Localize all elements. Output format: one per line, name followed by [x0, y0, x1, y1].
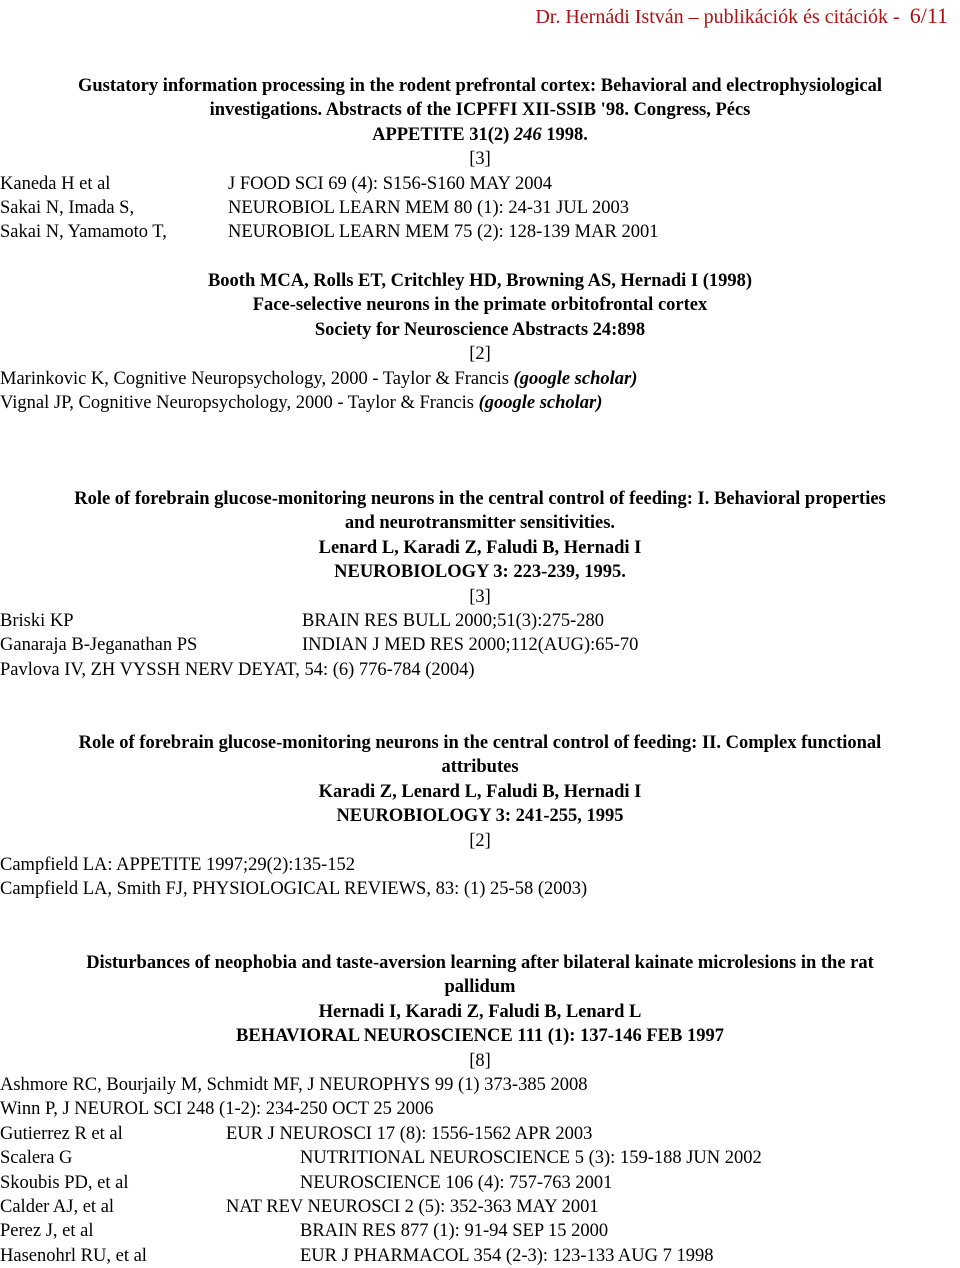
citation-row — [0, 658, 960, 682]
citation-row — [0, 391, 960, 415]
citation-text: Ashmore RC, Bourjaily M, Schmidt MF, J NEUROPHYS 99 (1) 373-385 2008 — [0, 1075, 588, 1096]
citation-journal: EUR J NEUROSCI 17 (8): 1556-1562 APR 2003 — [226, 1123, 593, 1144]
citation-journal: NEUROBIOL LEARN MEM 80 (1): 24-31 JUL 2003 — [228, 198, 629, 219]
citation-author: Sakai N, Imada S, — [0, 198, 135, 219]
citation-row — [0, 853, 960, 877]
citation-row — [0, 1219, 960, 1243]
publication-title: Face-selective neurons in the primate orbitofrontal cortex — [252, 295, 708, 316]
source-page-italic: 246 — [513, 124, 542, 145]
citation-author: Hasenohrl RU, et al — [0, 1245, 147, 1266]
citation-author: Ganaraja B-Jeganathan PS — [0, 635, 198, 656]
google-scholar-tag: (google scholar) — [478, 393, 603, 414]
citation-count: [3] — [469, 149, 491, 170]
citation-row — [0, 1097, 960, 1121]
publication-neophobia — [0, 951, 960, 1268]
citation-row — [0, 367, 960, 391]
publication-title-line: and neurotransmitter sensitivities. — [344, 513, 616, 534]
citation-author: Gutierrez R et al — [0, 1123, 123, 1144]
citation-author: Skoubis PD, et al — [0, 1172, 129, 1193]
publication-gustatory — [0, 74, 960, 245]
citation-author: Perez J, et al — [0, 1221, 94, 1242]
citation-row — [0, 1073, 960, 1097]
publication-title-line: Role of forebrain glucose-monitoring neurons in the central control of feeding: I. Behavioral properties — [74, 489, 886, 509]
publication-title-line: Gustatory information processing in the rodent prefrontal cortex: Behavioral and electrophysiological — [77, 76, 883, 96]
citation-text: Winn P, J NEUROL SCI 248 (1-2): 234-250 OCT 25 2006 — [0, 1099, 434, 1120]
publication-source — [0, 123, 960, 147]
page-number: 6/11 — [909, 3, 948, 28]
citation-author: Kaneda H et al — [0, 173, 111, 194]
citation-text: Marinkovic K, Cognitive Neuropsychology, 2000 - Taylor & Francis — [0, 368, 514, 389]
citation-journal: J FOOD SCI 69 (4): S156-S160 MAY 2004 — [228, 173, 552, 194]
publication-source: NEUROBIOLOGY 3: 223-239, 1995. — [334, 562, 626, 583]
citation-text: Campfield LA: APPETITE 1997;29(2):135-152 — [0, 855, 356, 876]
header-text: Dr. Hernádi István – publikációk és citációk - — [535, 6, 900, 28]
publication-title-line: Role of forebrain glucose-monitoring neurons in the central control of feeding: II. Complex functional — [78, 733, 882, 753]
citation-row — [0, 633, 960, 657]
citation-author: Scalera G — [0, 1148, 73, 1169]
citation-count: [8] — [469, 1050, 491, 1071]
publication-glucose-monitoring-2 — [0, 731, 960, 902]
citation-row — [0, 1171, 960, 1195]
publication-authors: Hernadi I, Karadi Z, Faludi B, Lenard L — [318, 1001, 642, 1022]
citation-text: Campfield LA, Smith FJ, PHYSIOLOGICAL REVIEWS, 83: (1) 25-58 (2003) — [0, 879, 588, 900]
source-suffix: 1998. — [541, 124, 588, 145]
citation-row — [0, 196, 960, 220]
citation-journal: BRAIN RES 877 (1): 91-94 SEP 15 2000 — [300, 1221, 609, 1242]
citation-row — [0, 220, 960, 244]
citation-row — [0, 172, 960, 196]
publication-title-line: Disturbances of neophobia and taste-aversion learning after bilateral kainate microlesions in the rat — [86, 953, 874, 973]
publication-title-line: attributes — [441, 757, 519, 778]
citation-text: Vignal JP, Cognitive Neuropsychology, 2000 - Taylor & Francis — [0, 393, 479, 414]
citation-row — [0, 877, 960, 901]
publication-source: NEUROBIOLOGY 3: 241-255, 1995 — [336, 806, 624, 827]
citation-journal: INDIAN J MED RES 2000;112(AUG):65-70 — [302, 635, 639, 656]
citation-row — [0, 1146, 960, 1170]
publication-title-line: pallidum — [444, 977, 516, 998]
citation-row — [0, 609, 960, 633]
citation-count: [2] — [469, 344, 491, 365]
page-header — [535, 4, 948, 29]
citation-journal: EUR J PHARMACOL 354 (2-3): 123-133 AUG 7 1998 — [300, 1245, 714, 1266]
citation-count: [3] — [469, 586, 491, 607]
citation-row — [0, 1122, 960, 1146]
source-prefix: APPETITE 31(2) — [372, 124, 514, 145]
citation-author: Calder AJ, et al — [0, 1196, 115, 1217]
citation-text: Pavlova IV, ZH VYSSH NERV DEYAT, 54: (6) 776-784 (2004) — [0, 659, 475, 680]
citation-journal: NEUROBIOL LEARN MEM 75 (2): 128-139 MAR 2001 — [228, 222, 659, 243]
citation-author: Sakai N, Yamamoto T, — [0, 222, 167, 243]
publication-glucose-monitoring-1 — [0, 487, 960, 682]
publication-authors: Karadi Z, Lenard L, Faludi B, Hernadi I — [318, 781, 642, 802]
citation-journal: BRAIN RES BULL 2000;51(3):275-280 — [302, 611, 604, 632]
publication-title-line: investigations. Abstracts of the ICPFFI XII-SSIB '98. Congress, Pécs — [209, 100, 751, 121]
google-scholar-tag: (google scholar) — [513, 368, 638, 389]
citation-journal: NEUROSCIENCE 106 (4): 757-763 2001 — [300, 1172, 613, 1193]
publication-authors: Booth MCA, Rolls ET, Critchley HD, Browning AS, Hernadi I (1998) — [207, 271, 753, 291]
citation-author: Briski KP — [0, 611, 74, 632]
citation-journal: NUTRITIONAL NEUROSCIENCE 5 (3): 159-188 JUN 2002 — [300, 1148, 762, 1169]
publication-source: Society for Neuroscience Abstracts 24:898 — [314, 319, 646, 340]
citation-count: [2] — [469, 830, 491, 851]
citation-row — [0, 1244, 960, 1268]
publication-source: BEHAVIORAL NEUROSCIENCE 111 (1): 137-146 FEB 1997 — [236, 1026, 724, 1047]
citation-journal: NAT REV NEUROSCI 2 (5): 352-363 MAY 2001 — [226, 1196, 599, 1217]
publication-face-selective — [0, 269, 960, 415]
publication-authors: Lenard L, Karadi Z, Faludi B, Hernadi I — [318, 537, 642, 558]
citation-row — [0, 1195, 960, 1219]
